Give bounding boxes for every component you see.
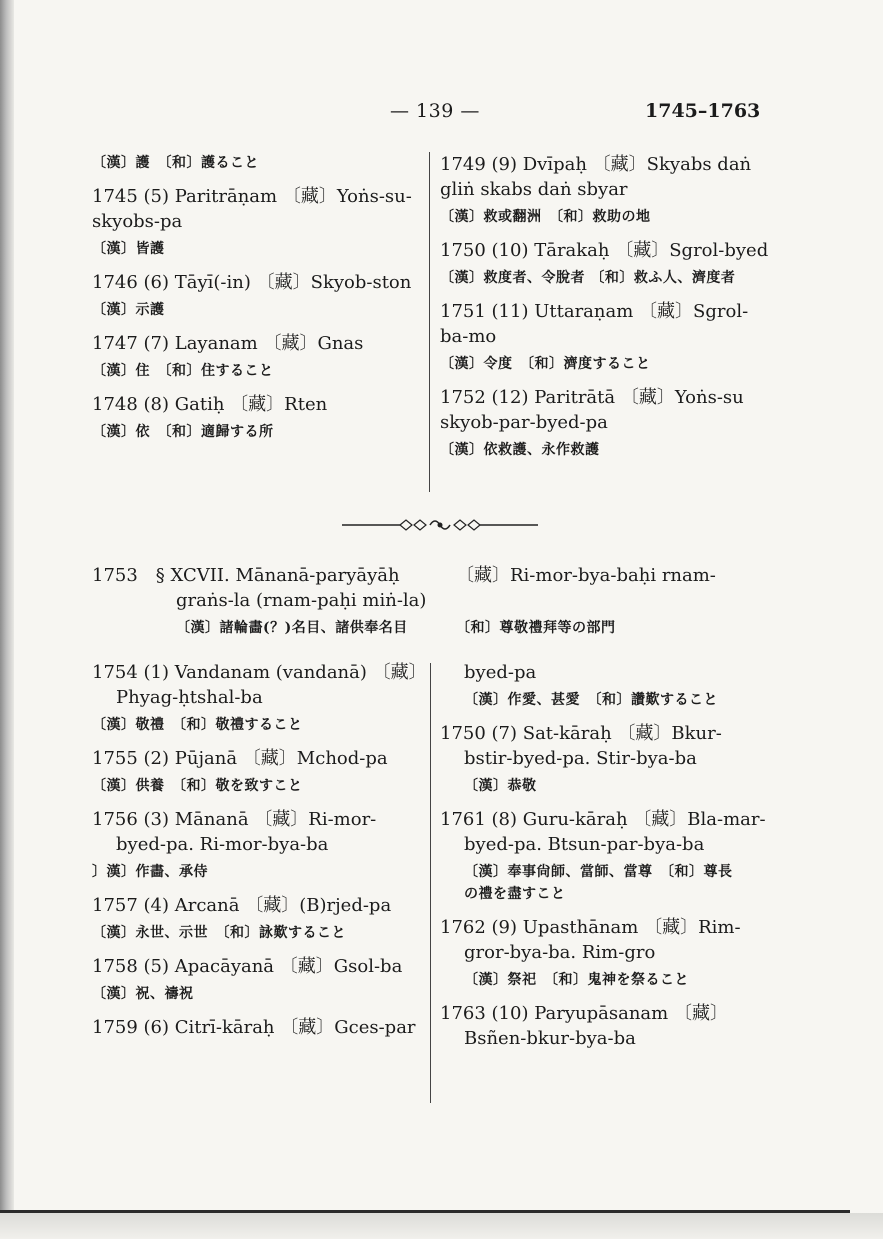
section-gloss-chinese: 〔漢〕諸輪畵(？)名目、諸供奉名目 (176, 620, 408, 636)
entry-gloss: 〔漢〕祝、禱祝 (92, 986, 194, 1002)
entry-1759-cont (440, 660, 780, 711)
entry-gloss: 〔漢〕祭祀 〔和〕鬼神を祭ること (464, 972, 689, 988)
entry-headword: 1749 (9) Dvīpaḥ 〔藏〕Skyabs daṅ (440, 154, 752, 175)
entry-1759 (92, 1015, 432, 1040)
entry-headword: 1754 (1) Vandanam (vandanā) 〔藏〕 (92, 662, 427, 683)
entry-1754 (92, 660, 432, 736)
entry-headword: 1750 (7) Sat-kāraḥ 〔藏〕Bkur- (440, 723, 722, 744)
entry-headword-cont: skyobs-pa (92, 211, 183, 232)
entry-1748 (92, 392, 422, 443)
column-top-left (92, 152, 422, 453)
entry-headword: 1757 (4) Arcanā 〔藏〕(B)rjed-pa (92, 895, 392, 916)
entry-headword: 1747 (7) Layanam 〔藏〕Gnas (92, 333, 364, 354)
entry-gloss: 〔漢〕依 〔和〕適歸する所 (92, 424, 274, 440)
column-bottom-right (440, 660, 780, 1061)
entry-gloss: 〕漢〕作畵、承侍 (92, 864, 208, 880)
entry-headword: 1746 (6) Tāyī(-in) 〔藏〕Skyob-ston (92, 272, 412, 293)
entry-continued (92, 152, 422, 174)
entry-1751 (440, 299, 780, 375)
entry-headword: 1750 (10) Tārakaḥ 〔藏〕Sgrol-byed (440, 240, 769, 261)
entry-headword-cont: ba-mo (440, 326, 497, 347)
entry-1749 (440, 152, 780, 228)
entry-headword-cont: Phyag-ḥtshal-ba (116, 687, 263, 708)
entry-gloss: 〔漢〕皆護 (92, 241, 165, 257)
entry-headword: 1751 (11) Uttaraṇam 〔藏〕Sgrol- (440, 301, 749, 322)
entry-headword: 1758 (5) Apacāyanā 〔藏〕Gsol-ba (92, 956, 403, 977)
entry-gloss: 〔漢〕護 〔和〕護ること (92, 155, 259, 171)
entry-1763 (440, 1001, 780, 1051)
entry-1758 (92, 954, 432, 1005)
column-top-right (440, 152, 780, 471)
page-number: — 139 — (390, 100, 480, 122)
entry-headword-cont: bstir-byed-pa. Stir-bya-ba (464, 748, 697, 769)
section-tibetan: 〔藏〕Ri-mor-bya-baḥi rnam- (456, 565, 716, 586)
entry-gloss: 〔漢〕示護 (92, 302, 165, 318)
entry-1762 (440, 915, 780, 991)
binding-shadow (0, 0, 14, 1239)
entry-range: 1745–1763 (645, 100, 761, 122)
entry-headword-cont: gror-bya-ba. Rim-gro (464, 942, 656, 963)
entry-1756 (92, 807, 432, 883)
entry-gloss: 〔漢〕救度者、令脫者 〔和〕救ふ人、濟度者 (440, 270, 736, 286)
entry-headword-cont: Bsñen-bkur-bya-ba (464, 1028, 636, 1049)
entry-gloss: 〔漢〕敬禮 〔和〕敬禮すること (92, 717, 303, 733)
entry-1750 (440, 238, 780, 289)
entry-1755 (92, 746, 432, 797)
entry-headword-cont: gliṅ skabs daṅ sbyar (440, 179, 628, 200)
entry-gloss: 〔漢〕住 〔和〕住すること (92, 363, 274, 379)
entry-gloss: 〔漢〕永世、示世 〔和〕詠歎すること (92, 925, 346, 941)
entry-headword: 1762 (9) Upasthānam 〔藏〕Rim- (440, 917, 741, 938)
entry-gloss-cont: の禮を盡すこと (464, 886, 566, 902)
entry-headword-cont: byed-pa. Btsun-par-bya-ba (464, 834, 705, 855)
entry-1757 (92, 893, 432, 944)
entry-headword: 1761 (8) Guru-kāraḥ 〔藏〕Bla-mar- (440, 809, 766, 830)
entry-gloss: 〔漢〕令度 〔和〕濟度すること (440, 356, 651, 372)
section-heading-line (92, 563, 792, 588)
section-title: 1753 § XCVII. Mānanā-paryāyāḥ (92, 565, 400, 586)
entry-1746 (92, 270, 422, 321)
entry-gloss: 〔漢〕作愛、甚愛 〔和〕讚歎すること (464, 692, 718, 708)
scan-bottom-edge (0, 1213, 883, 1239)
entry-headword: 1745 (5) Paritrāṇam 〔藏〕Yoṅs-su- (92, 186, 412, 207)
section-ornament (330, 515, 550, 535)
entry-gloss: 〔漢〕供養 〔和〕敬を致すこと (92, 778, 303, 794)
entry-headword: 1748 (8) Gatiḥ 〔藏〕Rten (92, 394, 328, 415)
entry-1747 (92, 331, 422, 382)
section-title-cont: graṅs-la (rnam-paḥi miṅ-la) (176, 590, 427, 611)
column-bottom-left (92, 660, 432, 1050)
entry-1745 (92, 184, 422, 260)
column-divider-top (429, 152, 430, 492)
column-divider-bottom (430, 663, 431, 1103)
entry-headword: 1752 (12) Paritrātā 〔藏〕Yoṅs-su (440, 387, 744, 408)
entry-gloss: 〔漢〕依救護、永作救護 (440, 442, 600, 458)
entry-headword: 1763 (10) Paryupāsanam 〔藏〕 (440, 1003, 728, 1024)
entry-1752 (440, 385, 780, 461)
section-gloss-line (92, 617, 792, 639)
section-gloss-japanese: 〔和〕尊敬禮拜等の部門 (456, 620, 616, 636)
entry-gloss: 〔漢〕恭敬 (464, 778, 537, 794)
entry-headword-cont: byed-pa (464, 662, 537, 683)
entry-1760 (440, 721, 780, 797)
entry-headword-cont: skyob-par-byed-pa (440, 412, 608, 433)
section-heading (92, 563, 792, 639)
entry-headword: 1755 (2) Pūjanā 〔藏〕Mchod-pa (92, 748, 388, 769)
entry-headword: 1759 (6) Citrī-kāraḥ 〔藏〕Gces-par (92, 1017, 416, 1038)
entry-1761 (440, 807, 780, 905)
entry-gloss: 〔漢〕救或翻洲 〔和〕救助の地 (440, 209, 651, 225)
entry-gloss: 〔漢〕奉事尙師、當師、當尊 〔和〕尊長 (464, 864, 733, 880)
entry-headword-cont: byed-pa. Ri-mor-bya-ba (116, 834, 329, 855)
entry-headword: 1756 (3) Mānanā 〔藏〕Ri-mor- (92, 809, 377, 830)
